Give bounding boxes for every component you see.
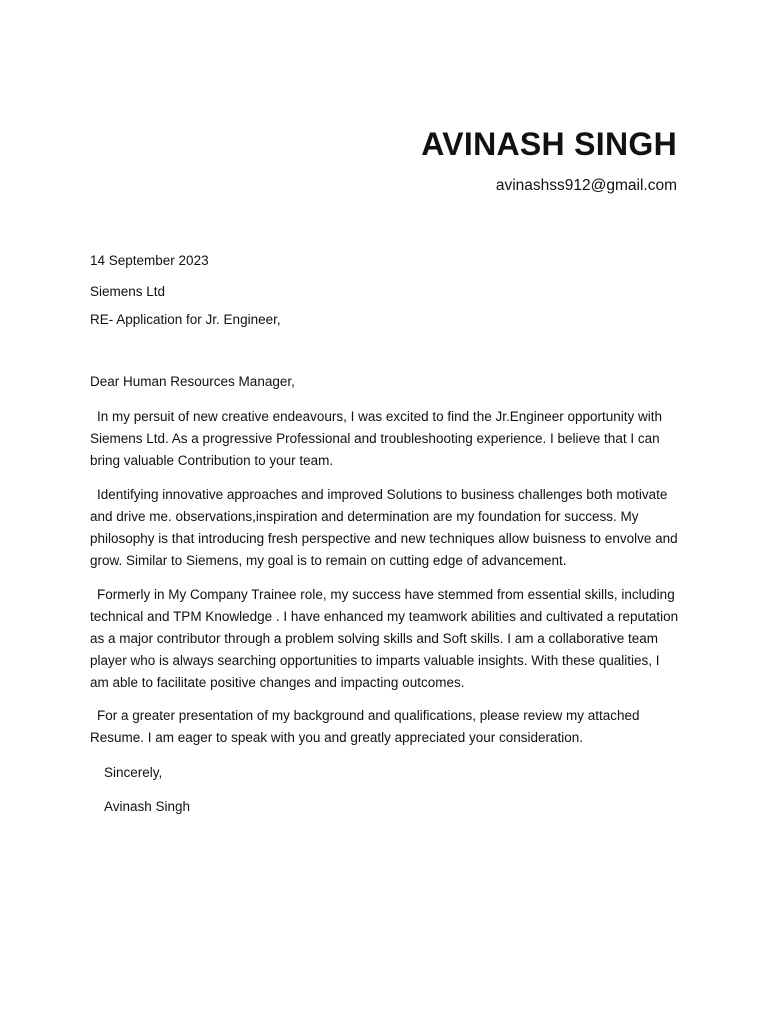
recipient-company: Siemens Ltd	[90, 284, 166, 299]
letter-subject: RE- Application for Jr. Engineer,	[90, 312, 281, 327]
paragraph-text: In my persuit of new creative endeavours, I was excited to find the Jr.Engineer opportunity with Siemens Ltd. As a progressive Professional and troubleshooting experience. I believe that I can bring valuable Contribution to your team.	[90, 409, 663, 468]
salutation: Dear Human Resources Manager,	[90, 374, 295, 389]
paragraph-text: Identifying innovative approaches and improved Solutions to business challenges both motivate and drive me. observations,inspiration and determination are my foundation for success. My philosophy is that introducing fresh perspective and new techniques allow buisness to envolve and grow. Similar to Siemens, my goal is to remain on cutting edge of advancement.	[90, 487, 678, 568]
signature: Avinash Singh	[104, 799, 191, 814]
body-paragraph-4	[90, 705, 682, 749]
closing: Sincerely,	[104, 765, 163, 780]
body-paragraph-2	[90, 484, 682, 572]
letter-date: 14 September 2023	[90, 253, 209, 268]
sender-name: AVINASH SINGH	[421, 126, 677, 162]
body-paragraph-1	[90, 406, 682, 472]
body-paragraph-3	[90, 584, 682, 694]
sender-email: avinashss912@gmail.com	[495, 177, 677, 194]
paragraph-text: Formerly in My Company Trainee role, my success have stemmed from essential skills, including technical and TPM Knowledge . I have enhanced my teamwork abilities and cultivated a reputation as a major contributor through a problem solving skills and Soft skills. I am a collaborative team player who is always searching opportunities to imparts valuable insights. With these qualities, I am able to facilitate positive changes and impacting outcomes.	[90, 587, 679, 690]
paragraph-text: For a greater presentation of my background and qualifications, please review my attached Resume. I am eager to speak with you and greatly appreciated your consideration.	[90, 708, 640, 745]
